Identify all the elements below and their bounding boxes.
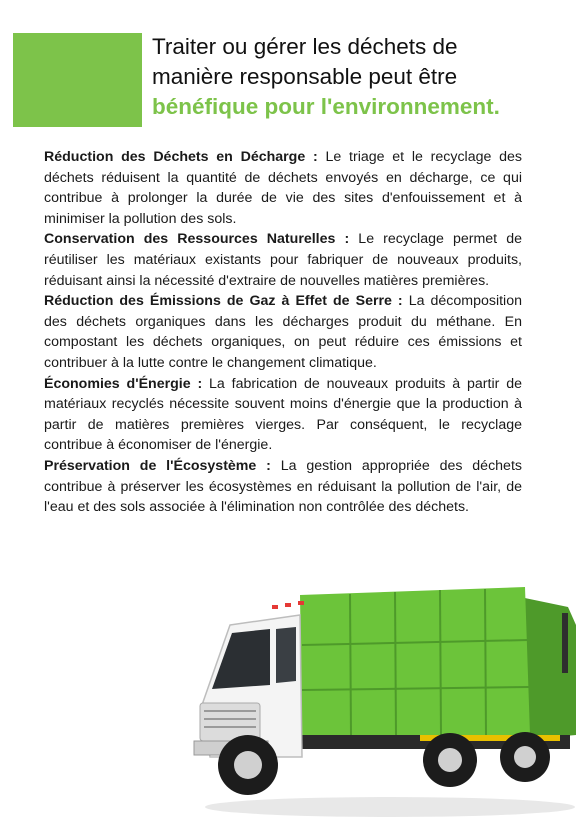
benefit-description: Le triage et le recyclage des déchets réduisent la quantité de déchets envoyés en décharge, ce qui contribue à prolonger la durée de vie des sites d'enfouissement et à minimiser la pollution des sols. <box>44 149 523 227</box>
benefit-paragraph <box>44 291 522 373</box>
beacon-light <box>298 601 304 605</box>
compactor-hydraulic <box>562 613 568 673</box>
benefit-description: La gestion appropriée des déchets contribue à préserver les écosystèmes en réduisant la pollution de l'air, de l'eau et des sols associée à l'élimination non contrôlée des déchets. <box>44 457 522 516</box>
page-headline <box>152 32 562 122</box>
cargo-box <box>300 587 530 735</box>
beacon-light <box>285 603 291 607</box>
garbage-truck-illustration <box>190 585 576 818</box>
rear-wheel <box>500 732 550 782</box>
benefit-term: Réduction des Déchets en Décharge : <box>44 149 318 165</box>
benefit-term: Préservation de l'Écosystème : <box>44 457 271 474</box>
benefit-term: Économies d'Énergie : <box>44 375 203 392</box>
benefits-list <box>44 147 522 518</box>
headline-line-1: Traiter ou gérer les déchets de <box>152 34 458 59</box>
benefit-description: La décomposition des déchets organiques dans les décharges produit du méthane. En compostant les déchets organiques, on peut réduire ces émissions et contribuer à la lutte contre le changement climatique. <box>44 293 522 371</box>
front-wheel <box>218 735 278 795</box>
benefit-paragraph <box>44 229 522 291</box>
headline-line-2: manière responsable peut être <box>152 64 458 89</box>
benefit-term: Réduction des Émissions de Gaz à Effet de Serre : <box>44 293 403 310</box>
headline-highlight: bénéfique pour l'environnement. <box>152 94 500 119</box>
benefit-paragraph <box>44 456 522 518</box>
benefit-paragraph <box>44 374 522 456</box>
cab-side-window <box>276 627 296 683</box>
benefit-description: La fabrication de nouveaux produits à partir de matériaux recyclés nécessite souvent moins d'énergie que la production à partir de matières premières vierges. Par conséquent, le recyclage contribue à économiser de l'énergie. <box>44 375 522 454</box>
benefit-term: Conservation des Ressources Naturelles : <box>44 231 350 248</box>
truck-shadow <box>205 797 575 817</box>
benefit-description: Le recyclage permet de réutiliser les matériaux existants pour fabriquer de nouveaux produits, réduisant ainsi la nécessité d'extraire de nouvelles matières premières. <box>44 231 522 289</box>
green-accent-block <box>13 33 142 127</box>
beacon-light <box>272 605 278 609</box>
rear-wheel <box>423 733 477 787</box>
benefit-paragraph <box>44 147 522 229</box>
